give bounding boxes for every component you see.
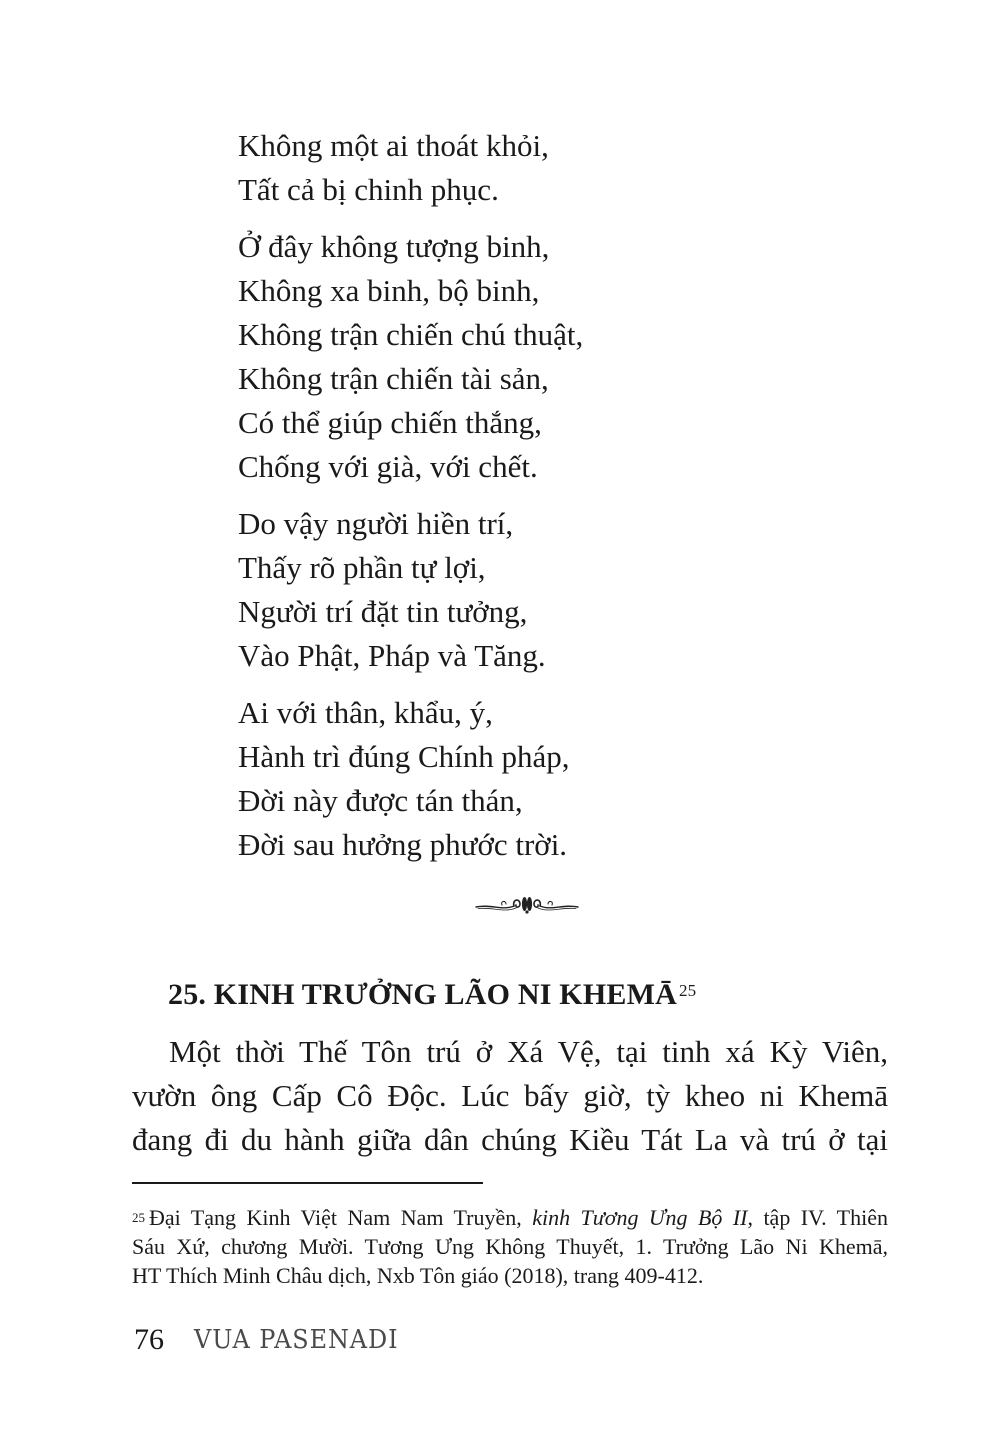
footnote-italic-title: kinh Tương Ưng Bộ II [532, 1205, 748, 1230]
footnote-line: HT Thích Minh Châu dịch, Nxb Tôn giáo (2018), trang 409-412. [132, 1263, 704, 1288]
verse-line: Không một ai thoát khỏi, [238, 128, 549, 163]
poem-stanza [238, 502, 758, 678]
verse-line: Đời sau hưởng phước trời. [238, 827, 568, 862]
verse-line: Hành trì đúng Chính pháp, [238, 739, 570, 774]
footnote-line [132, 1203, 888, 1232]
verse-line: Ở đây không tượng binh, [238, 229, 550, 264]
footnote-reference[interactable]: 25 [678, 981, 697, 1000]
section-heading [168, 970, 696, 1020]
section-title: 25. KINH TRƯỞNG LÃO NI KHEMĀ [168, 978, 677, 1011]
verse-line: Do vậy người hiền trí, [238, 506, 514, 541]
poem-stanza [238, 124, 758, 212]
footnote-separator [132, 1182, 483, 1184]
verse-line: Không trận chiến tài sản, [238, 361, 549, 396]
poem-stanza [238, 225, 758, 489]
page-number: 76 [134, 1323, 164, 1356]
body-line: vườn ông Cấp Cô Độc. Lúc bấy giờ, tỳ kheo ni Khemā [132, 1078, 888, 1113]
verse-line: Tất cả bị chinh phục. [238, 172, 499, 207]
verse-line: Không xa binh, bộ binh, [238, 273, 540, 308]
verse-line: Thấy rõ phần tự lợi, [238, 550, 486, 585]
verse-line: Ai với thân, khẩu, ý, [238, 695, 493, 730]
verse-line: Không trận chiến chú thuật, [238, 317, 584, 352]
footnote-mark: 25 [132, 1210, 145, 1225]
footnote-line: Sáu Xứ, chương Mười. Tương Ưng Không Thuyết, 1. Trưởng Lão Ni Khemā, [132, 1234, 888, 1259]
flourish-divider-icon [472, 893, 582, 919]
verse-line: Người trí đặt tin tưởng, [238, 594, 528, 629]
poem [238, 124, 758, 880]
page-footer [134, 1318, 416, 1362]
verse-line: Chống với già, với chết. [238, 449, 538, 484]
body-line: Một thời Thế Tôn trú ở Xá Vệ, tại tinh xá Kỳ Viên, [169, 1034, 888, 1069]
verse-line: Đời này được tán thán, [238, 783, 523, 818]
verse-line: Vào Phật, Pháp và Tăng. [238, 638, 546, 673]
verse-line: Có thể giúp chiến thắng, [238, 405, 542, 440]
footnote-text: Đại Tạng Kinh Việt Nam Nam Truyền, [149, 1205, 533, 1230]
footnote [132, 1203, 888, 1290]
footnote-text: , tập IV. Thiên [747, 1205, 888, 1230]
running-title: VUA PASENADI [194, 1325, 399, 1355]
body-paragraph [132, 1030, 888, 1162]
body-line: đang đi du hành giữa dân chúng Kiều Tát La và trú ở tại [132, 1122, 888, 1157]
poem-stanza [238, 691, 758, 867]
